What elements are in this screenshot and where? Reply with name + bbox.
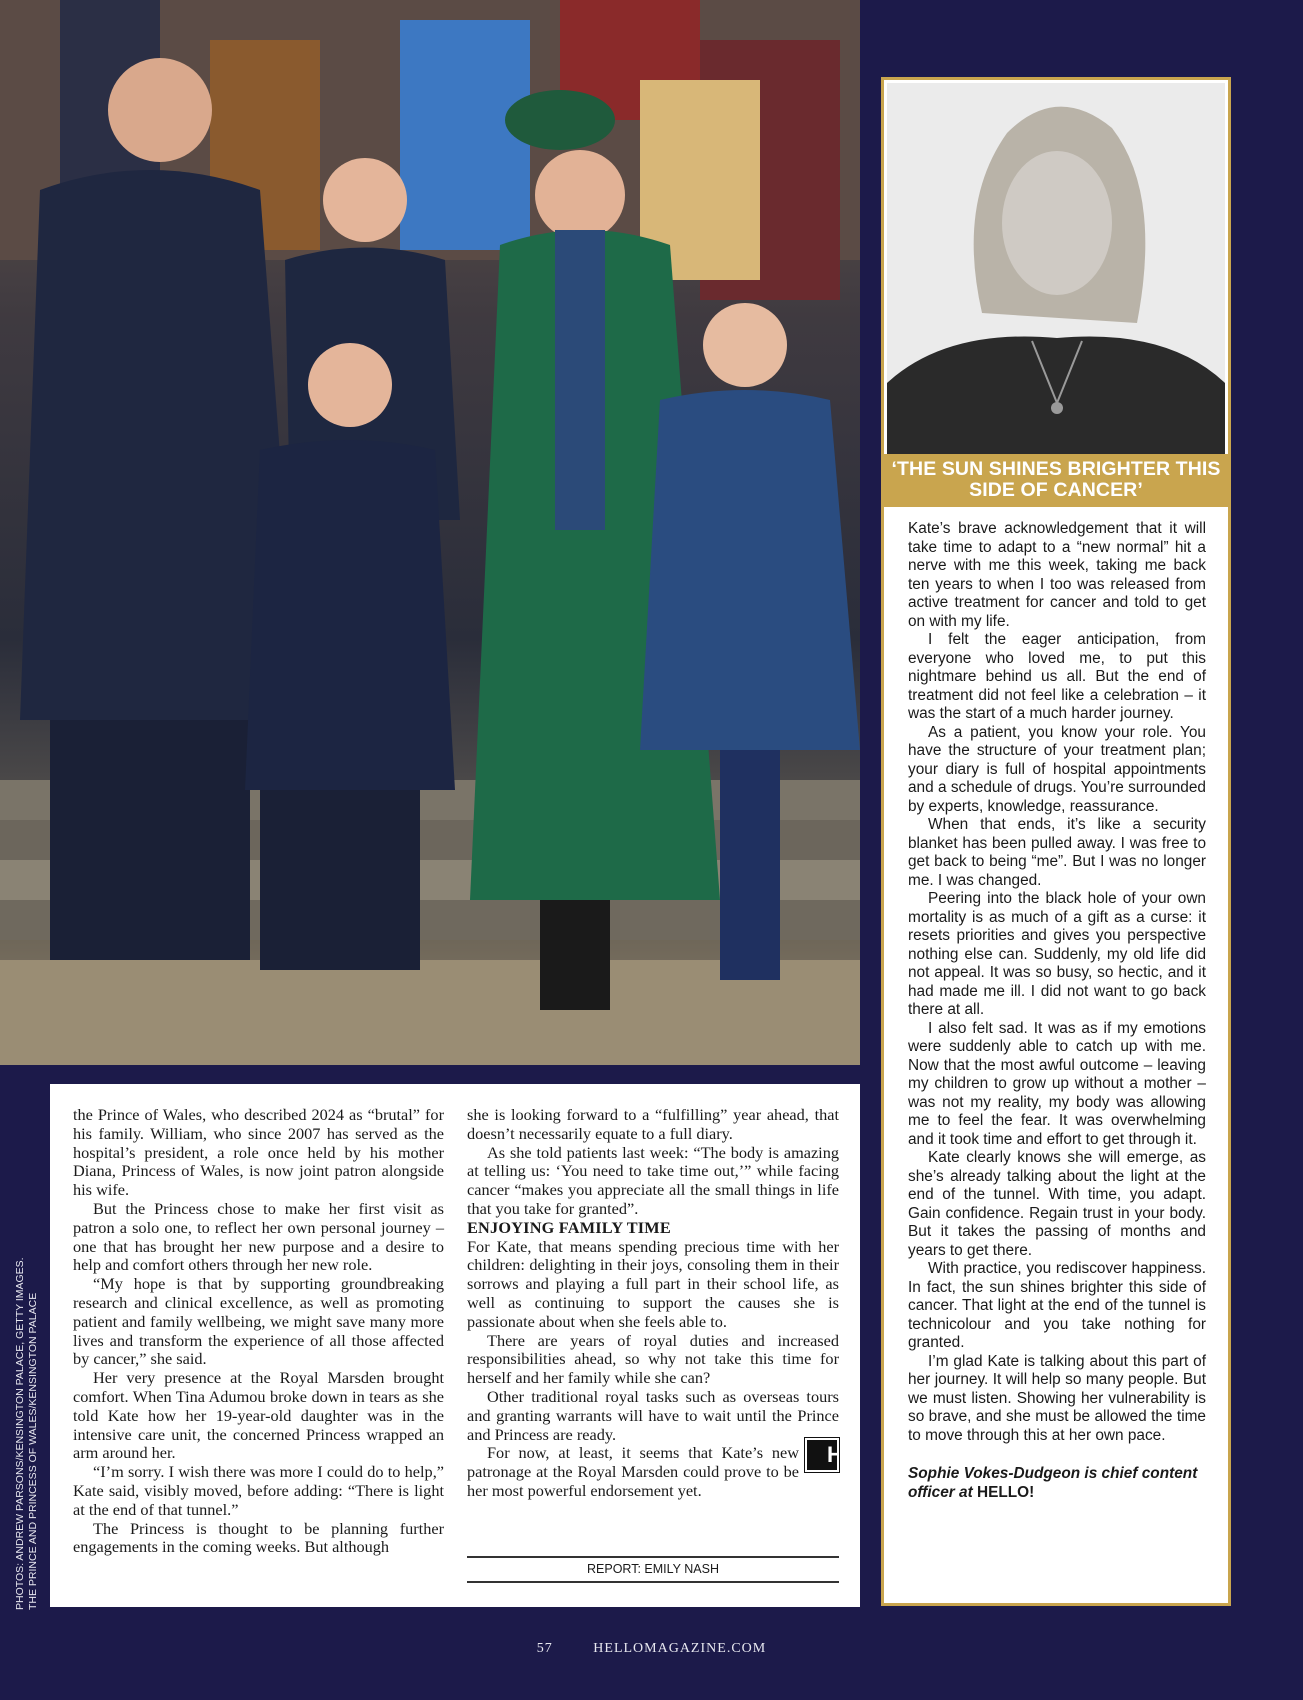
report-credit: REPORT: EMILY NASH xyxy=(467,1556,839,1583)
article-paragraph: But the Princess chose to make her first visit as patron a solo one, to reflect her own personal journey – one that has brought her new purpose and a desire to help and comfort others through her new role. xyxy=(73,1198,444,1275)
sidebar-paragraph: I also felt sad. It was as if my emotions were suddenly able to catch up with me. Now that the most awful outcome – leaving my children to grow up without a mother – was not my reality, my body was allowing me to feel the fear. It was overwhelming and it took time and effort to get through it. xyxy=(908,1019,1206,1148)
article-body xyxy=(50,1084,860,1607)
main-photo xyxy=(0,0,860,1065)
sidebar-paragraph: Kate’s brave acknowledgement that it will take time to adapt to a “new normal” hit a nerve with me this week, taking me back ten years to when I too was released from active treatment for cancer and told to get on with my life. xyxy=(908,520,1206,630)
article-subheading: ENJOYING FAMILY TIME xyxy=(467,1217,671,1237)
sidebar-paragraph: As a patient, you know your role. You have the structure of your treatment plan; your diary is full of hospital appointments and a schedule of drugs. You’re surrounded by experts, knowledge, reassurance. xyxy=(908,723,1206,815)
article-paragraph: Other traditional royal tasks such as overseas tours and granting warrants will have to wait until the Prince and Princess are ready. xyxy=(467,1386,839,1444)
article-paragraph: The Princess is thought to be planning further engagements in the coming weeks. But although xyxy=(73,1518,444,1557)
photo-credit-line-1: PHOTOS: ANDREW PARSONS/KENSINGTON PALACE, GETTY IMAGES. xyxy=(14,1257,26,1610)
author-byline-text: Sophie Vokes-Dudgeon is chief content officer at xyxy=(908,1465,1198,1501)
author-byline xyxy=(908,1465,1206,1502)
article-paragraph: For Kate, that means spending precious time with her children: delighting in their joys, consoling them in their sorrows and playing a full part in their school life, as well as continuing to support the causes she is passionate about when she feels able to. xyxy=(467,1236,839,1331)
article-paragraph-final xyxy=(467,1442,843,1500)
sidebar-headline: ‘THE SUN SHINES BRIGHTER THIS SIDE OF CANCER’ xyxy=(884,454,1228,507)
article-paragraph: “I’m sorry. I wish there was more I could do to help,” Kate said, visibly moved, before adding: “There is light at the end of that tunnel.” xyxy=(73,1462,444,1519)
article-final-text: For now, at least, it seems that Kate’s new patronage at the Royal Marsden could prove to be her most powerful endorsement yet. xyxy=(467,1443,799,1500)
sidebar-paragraph: Peering into the black hole of your own mortality is as much of a gift as a curse: it resets priorities and gives you perspective nothing else can. Suddenly, my old life did not appeal. It was so busy, so hectic, and it had made me ill. I did not want to go back there at all. xyxy=(908,890,1206,1018)
sidebar-paragraph: With practice, you rediscover happiness. In fact, the sun shines brighter this side of cancer. That light at the end of the tunnel is technicolour and you take nothing for granted. xyxy=(908,1260,1206,1351)
website-url[interactable]: HELLOMAGAZINE.COM xyxy=(593,1641,767,1656)
hello-end-mark-icon: H xyxy=(805,1438,839,1472)
sidebar-paragraph: Kate clearly knows she will emerge, as she’s already talking about the light at the end of the tunnel. With time, you adapt. Gain confidence. Regain trust in your body. But it takes the passing of months and years to get there. xyxy=(908,1149,1206,1259)
author-portrait-illustration xyxy=(887,83,1225,455)
article-paragraph: As she told patients last week: “The body is amazing at telling us: ‘You need to take time out,’” while facing cancer “makes you appreciate all the small things in life that you take for granted”. xyxy=(467,1142,839,1218)
article-paragraph: There are years of royal duties and increased responsibilities ahead, so why not take this time for herself and her family while she can? xyxy=(467,1330,839,1388)
article-column-2 xyxy=(467,1105,843,1501)
page-number: 57 xyxy=(536,1641,553,1656)
sidebar-paragraph: When that ends, it’s like a security blanket has been pulled away. I was free to get back to being “me”. But I was no longer me. I was changed. xyxy=(908,816,1206,889)
article-paragraph: Her very presence at the Royal Marsden brought comfort. When Tina Adumou broke down in tears as she told Kate how her 19-year-old daughter was in the intensive care unit, the concerned Princess wrapped an arm around her. xyxy=(73,1368,444,1463)
sidebar-paragraph: I’m glad Kate is talking about this part of her journey. It will help so many people. But we must listen. Showing her vulnerability is so brave, and she must be allowed the time to move through this at her own pace. xyxy=(908,1352,1206,1444)
sidebar-paragraph: I felt the eager anticipation, from everyone who loved me, to put this nightmare behind us all. But the end of treatment did not feel like a celebration – it was the start of a much harder journey. xyxy=(908,631,1206,722)
royal-family-photo-illustration xyxy=(0,0,860,1065)
sidebar-text xyxy=(908,520,1206,1502)
article-column-1 xyxy=(73,1106,444,1557)
article-paragraph: she is looking forward to a “fulfilling” year ahead, that doesn’t necessarily equate to a full diary. xyxy=(467,1105,839,1143)
article-paragraph: the Prince of Wales, who described 2024 as “brutal” for his family. William, who since 2007 has served as the hospital’s president, a role once held by his mother Diana, Princess of Wales, is now joint patron alongside his wife. xyxy=(73,1105,444,1200)
hello-brand-name: HELLO! xyxy=(977,1483,1035,1501)
sidebar-opinion xyxy=(881,77,1231,1606)
photo-credit-line-2: THE PRINCE AND PRINCESS OF WALES/KENSINGTON PALACE xyxy=(27,1292,39,1610)
photo-credit xyxy=(14,1257,40,1610)
article-paragraph: “My hope is that by supporting groundbreaking research and clinical excellence, as well as promoting patient and family wellbeing, we might save many more lives and transform the experience of all those affected by cancer,” she said. xyxy=(73,1274,444,1369)
page-folio xyxy=(0,1641,1303,1657)
author-portrait xyxy=(887,83,1225,455)
